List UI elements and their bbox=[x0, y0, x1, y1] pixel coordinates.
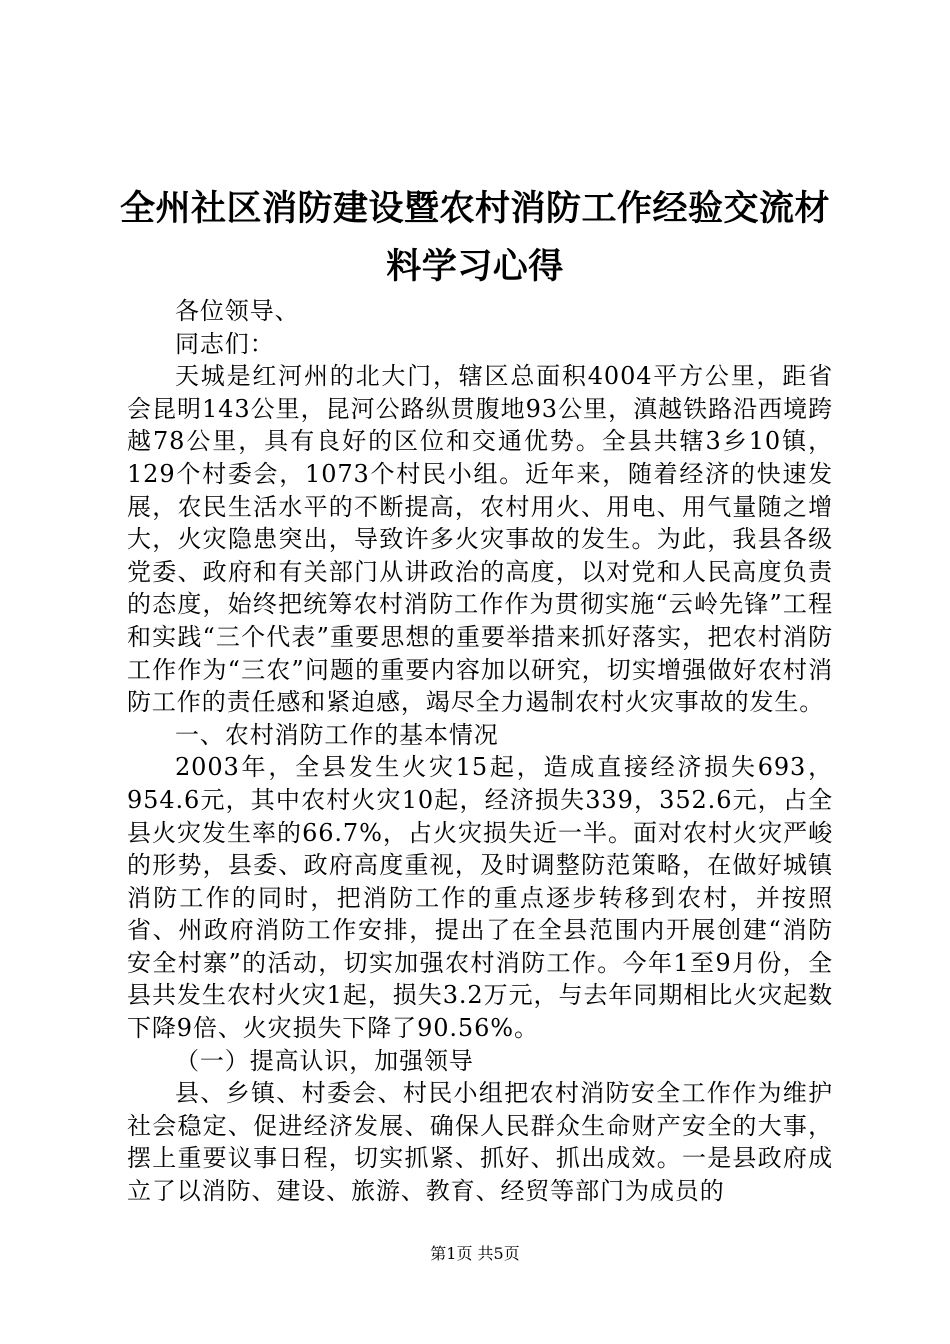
page-number: 第1页 共5页 bbox=[430, 1244, 520, 1263]
paragraph-basic-situation: 2003年，全县发生火灾15起，造成直接经济损失693，954.6元，其中农村火灾10起，经济损失339，352.6元，占全县火灾发生率的66.7%，占火灾损失近一半。面对农村火灾严峻的形势，县委、政府高度重视，及时调整防范策略，在做好城镇消防工作的同时，把消防工作的重点逐步转移到农村，并按照省、州政府消防工作安排，提出了在全县范围内开展创建“消防安全村寨”的活动，切实加强农村消防工作。今年1至9月份，全县共发生农村火灾1起，损失3.2万元，与去年同期相比火灾起数下降9倍、火灾损失下降了90.56%。 bbox=[127, 753, 833, 1043]
section-heading-1: 一、农村消防工作的基本情况 bbox=[175, 720, 499, 749]
paragraph-intro: 天城是红河州的北大门，辖区总面积4004平方公里，距省会昆明143公里，昆河公路纵贯腹地93公里，滇越铁路沿西境跨越78公里，具有良好的区位和交通优势。全县共辖3乡10镇，129个村委会，1073个村民小组。近年来，随着经济的快速发展，农民生活水平的不断提高，农村用火、用电、用气量随之增大，火灾隐患突出，导致许多火灾事故的发生。为此，我县各级党委、政府和有关部门从讲政治的高度，以对党和人民高度负责的态度，始终把统筹农村消防工作作为贯彻实施“云岭先锋”工程和实践“三个代表”重要思想的重要举措来抓好落实，把农村消防工作作为“三农”问题的重要内容加以研究，切实增强做好农村消防工作的责任感和紧迫感，竭尽全力遏制农村火灾事故的发生。 bbox=[127, 362, 833, 717]
salutation-comrades: 同志们： bbox=[175, 329, 275, 358]
document-body bbox=[127, 295, 833, 1208]
paragraph-leadership: 县、乡镇、村委会、村民小组把农村消防安全工作作为维护社会稳定、促进经济发展、确保人民群众生命财产安全的大事，摆上重要议事日程，切实抓紧、抓好、抓出成效。一是县政府成立了以消防、建设、旅游、教育、经贸等部门为成员的 bbox=[127, 1079, 833, 1206]
salutation-leaders: 各位领导、 bbox=[175, 297, 300, 325]
subsection-heading-1: （一）提高认识，加强领导 bbox=[175, 1046, 474, 1075]
document-title: 全州社区消防建设暨农村消防工作经验交流材料学习心得 bbox=[119, 189, 830, 287]
